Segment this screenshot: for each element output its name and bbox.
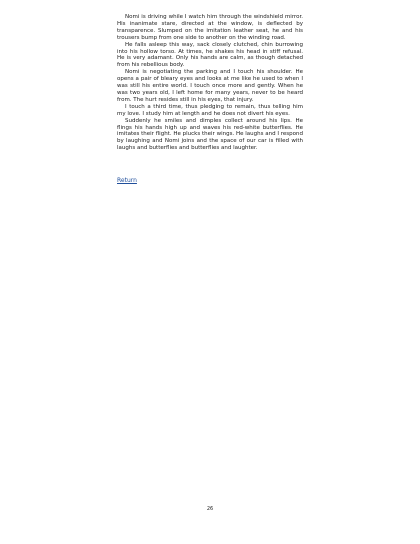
page-number: 26	[206, 506, 214, 512]
paragraph: Nomi is driving while I watch him through the windshield mirror. His inanimate stare, directed at the window, is deflected by transparence. Slumped on the imitation leather seat, he and his trousers bump from one side to another on the winding road.	[117, 14, 303, 41]
story-text-block	[117, 14, 303, 186]
paragraph: He falls asleep this way, sack closely clutched, chin burrowing into his hollow torso. At times, he shakes his head in stiff refusal. He is very adamant. Only his hands are calm, as though detached from his rebellious body.	[117, 41, 303, 69]
paragraph: I touch a third time, thus pledging to remain, thus telling him my love. I study him at length and he does not divert his eyes.	[117, 103, 303, 117]
paragraph: Suddenly he smiles and dimples collect around his lips. He flings his hands high up and waves his red-white butterflies. He imitates their flight. He plucks their wings. He laughs and I respond by laughing and Nomi joins and the space of our car is filled with laughs and butterflies and butterflies and laughter.	[117, 117, 303, 152]
return-link[interactable]: Return	[117, 177, 137, 185]
paragraph: Nomi is negotiating the parking and I touch his shoulder. He opens a pair of bleary eyes and looks at me like he used to when I was still his entire world. I touch once more and gently. When he was two years old, I left home for many years, never to be heard from. The hurt resides still in his eyes, that injury.	[117, 69, 303, 103]
return-link-container	[117, 167, 303, 186]
